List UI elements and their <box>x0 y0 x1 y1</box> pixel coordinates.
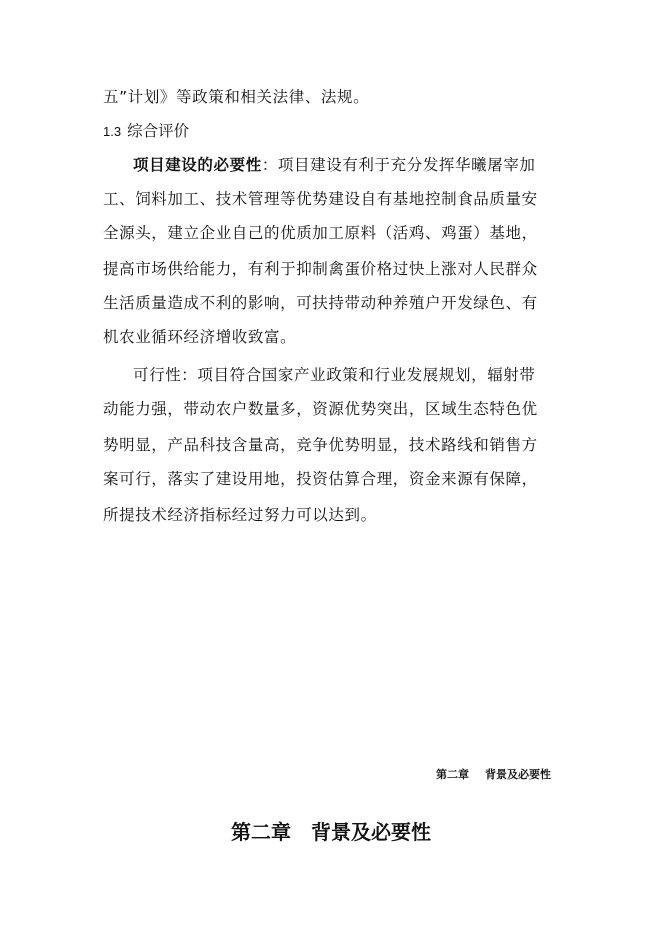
running-header-title: 背景及必要性 <box>485 768 551 781</box>
chapter-heading-title: 背景及必要性 <box>311 820 431 844</box>
feasibility-line-5: 所提技术经济指标经过努力可以达到。 <box>103 506 377 524</box>
feasibility-line-1: 可行性：项目符合国家产业政策和行业发展规划，辐射带 <box>133 366 536 384</box>
section-title: 综合评价 <box>127 122 190 140</box>
necessity-line-1-text: ：项目建设有利于充分发挥华曦屠宰加 <box>261 156 536 174</box>
feasibility-line-4: 案可行，落实了建设用地，投资估算合理，资金来源有保障， <box>103 470 538 488</box>
necessity-label: 项目建设的必要性 <box>133 156 262 174</box>
continuation-line: 五”计划》等政策和相关法律、法规。 <box>103 88 370 106</box>
feasibility-line-2: 动能力强，带动农户数量多，资源优势突出，区域生态特色优 <box>103 400 538 418</box>
chapter-heading-number: 第二章 <box>231 820 291 844</box>
necessity-line-4: 提高市场供给能力，有利于抑制禽蛋价格过快上涨对人民群众 <box>103 260 538 278</box>
necessity-line-3: 全源头，建立企业自己的优质加工原料（活鸡、鸡蛋）基地， <box>103 224 538 242</box>
running-header <box>436 766 551 782</box>
feasibility-line-3: 势明显，产品科技含量高，竞争优势明显，技术路线和销售方 <box>103 436 538 454</box>
necessity-line-2: 工、饲料加工、技术管理等优势建设自有基地控制食品质量安 <box>103 190 538 208</box>
chapter-heading <box>0 816 662 845</box>
necessity-line-5: 生活质量造成不利的影响，可扶持带动种养殖户开发绿色、有 <box>103 294 538 312</box>
running-header-chapter: 第二章 <box>436 768 469 781</box>
section-number: 1.3 <box>103 124 122 139</box>
section-heading-1-3 <box>103 121 189 142</box>
necessity-line-1 <box>133 155 555 175</box>
necessity-line-6: 机农业循环经济增收致富。 <box>103 328 297 346</box>
